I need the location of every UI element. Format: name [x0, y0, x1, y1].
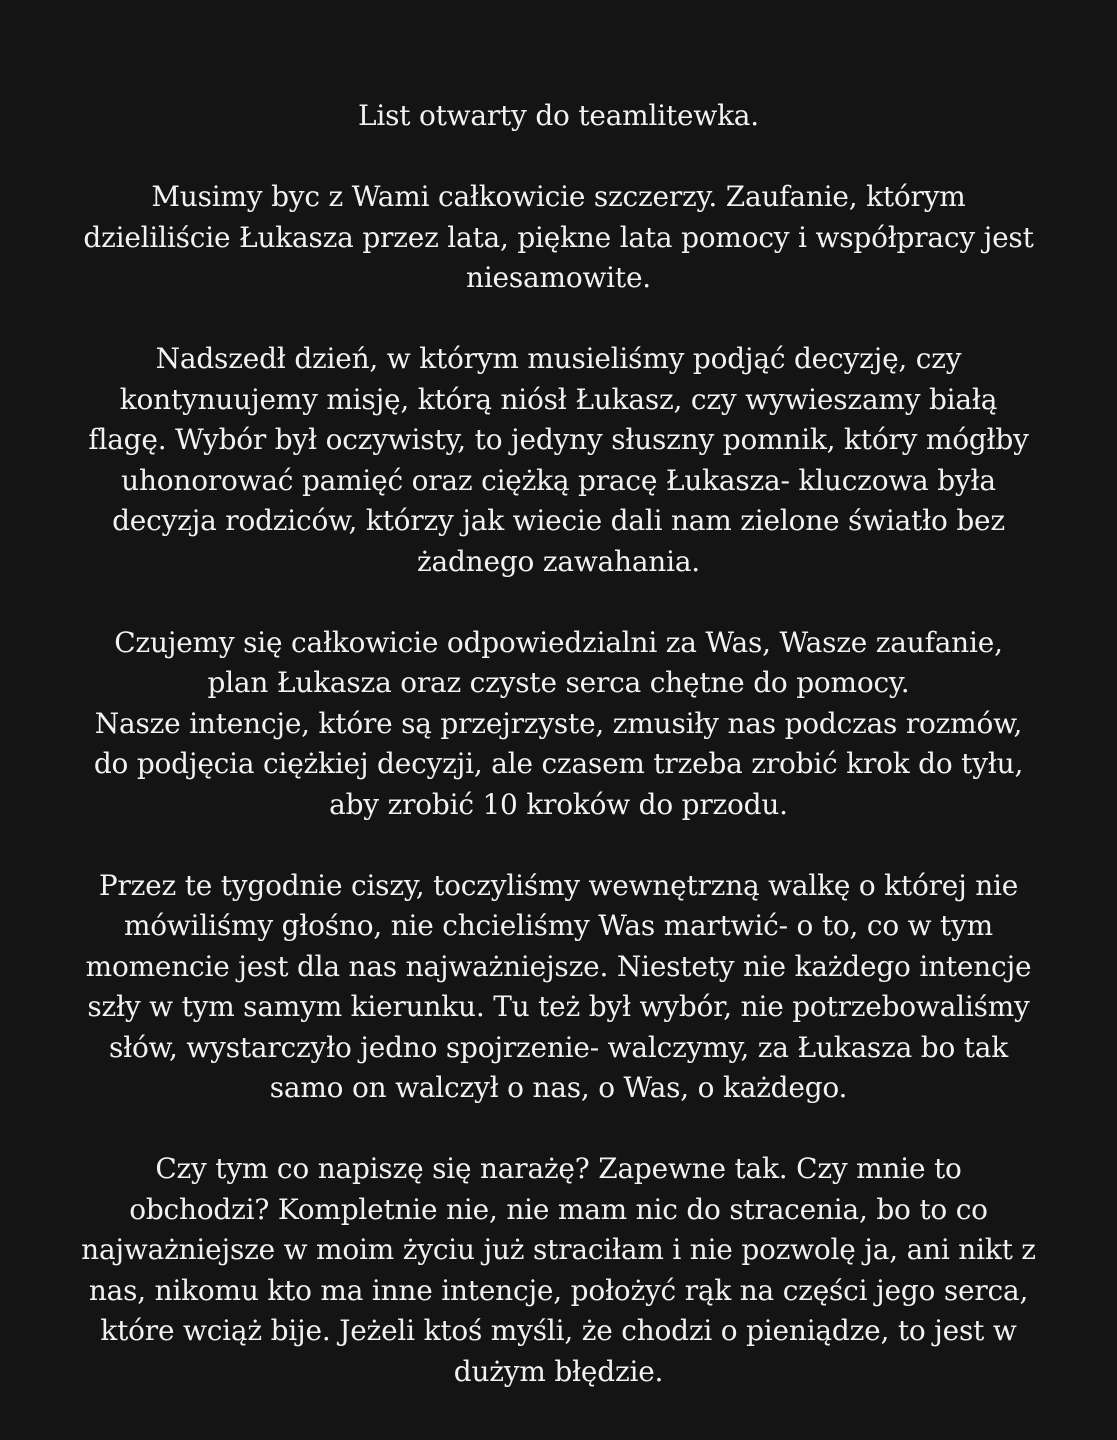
paragraph-line: Nasze intencje, które są przejrzyste, zmusiły nas podczas rozmów, — [94, 706, 1023, 740]
letter-title: List otwarty do teamlitewka. — [358, 99, 759, 132]
paragraph-gap — [0, 137, 1117, 178]
paragraph-line: samo on walczył o nas, o Was, o każdego. — [269, 1071, 848, 1104]
paragraph-line: uhonorować pamięć oraz ciężką pracę Łukasza- kluczowa była — [121, 463, 996, 497]
paragraph-line: aby zrobić 10 kroków do przodu. — [329, 787, 788, 821]
paragraph-line: momencie jest dla nas najważniejsze. Niestety nie każdego intencje — [85, 949, 1032, 983]
paragraph-line: decyzja rodziców, którzy jak wiecie dali nam zielone światło bez — [112, 504, 1005, 537]
paragraph-1 — [0, 177, 1117, 299]
paragraph-line: plan Łukasza oraz czyste serca chętne do pomocy. — [207, 666, 910, 699]
paragraph-line: najważniejsze w moim życiu już straciłam i nie pozwolę ja, ani nikt z — [81, 1233, 1036, 1266]
paragraph-line: Musimy byc z Wami całkowicie szczerzy. Zaufanie, którym — [151, 180, 966, 213]
paragraph-line: Nadszedł dzień, w którym musieliśmy podjąć decyzję, czy — [155, 342, 962, 375]
paragraph-5 — [0, 1149, 1117, 1392]
paragraph-line: do podjęcia ciężkiej decyzji, ale czasem trzeba zrobić krok do tyłu, — [93, 747, 1024, 780]
paragraph-line: flagę. Wybór był oczywisty, to jedyny słuszny pomnik, który mógłby — [88, 423, 1029, 456]
paragraph-line: które wciąż bije. Jeżeli ktoś myśli, że chodzi o pieniądze, to jest w — [100, 1314, 1017, 1347]
paragraph-gap — [0, 825, 1117, 866]
paragraph-line: mówiliśmy głośno, nie chcieliśmy Was martwić- o to, co w tym — [123, 909, 993, 942]
paragraph-line: dużym błędzie. — [453, 1354, 664, 1388]
paragraph-4 — [0, 866, 1117, 1109]
paragraph-3 — [0, 623, 1117, 826]
paragraph-gap — [0, 1109, 1117, 1150]
paragraph-line: Czujemy się całkowicie odpowiedzialni za Was, Wasze zaufanie, — [114, 625, 1003, 659]
paragraph-line: żadnego zawahania. — [417, 544, 700, 578]
paragraph-gap — [0, 582, 1117, 623]
paragraph-line: niesamowite. — [466, 261, 651, 294]
paragraph-line: Przez te tygodnie ciszy, toczyliśmy wewnętrzną walkę o której nie — [98, 868, 1019, 902]
paragraph-line: kontynuujemy misję, którą niósł Łukasz, czy wywieszamy białą — [119, 382, 998, 416]
paragraph-line: nas, nikomu kto ma inne intencje, położyć rąk na części jego serca, — [88, 1273, 1029, 1307]
paragraph-line: szły w tym samym kierunku. Tu też był wybór, nie potrzebowaliśmy — [87, 990, 1030, 1023]
paragraph-gap — [0, 299, 1117, 340]
paragraph-line: Czy tym co napiszę się narażę? Zapewne tak. Czy mnie to — [155, 1152, 962, 1185]
paragraph-line: obchodzi? Kompletnie nie, nie mam nic do stracenia, bo to co — [129, 1192, 988, 1226]
paragraph-line: dzieliliście Łukasza przez lata, piękne lata pomocy i współpracy jest — [83, 220, 1034, 254]
paragraph-line: słów, wystarczyło jedno spojrzenie- walczymy, za Łukasza bo tak — [108, 1030, 1008, 1064]
paragraph-2 — [0, 339, 1117, 582]
letter-title-block — [0, 96, 1117, 137]
